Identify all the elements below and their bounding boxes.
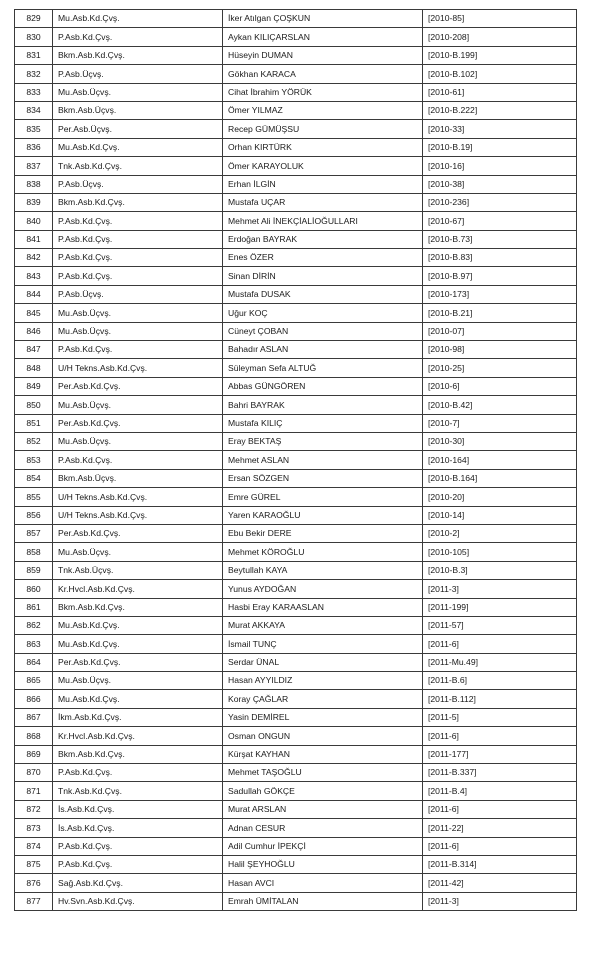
table-row [15,138,577,156]
rank-cell: U/H Tekns.Asb.Kd.Çvş. [53,359,223,377]
person-name-cell: Hasan AYYILDIZ [223,672,423,690]
row-number-cell: 866 [15,690,53,708]
table-row [15,506,577,524]
person-name-cell: Osman ONGUN [223,727,423,745]
record-code-cell: [2011-57] [423,616,577,634]
person-name-cell: Hasan AVCI [223,874,423,892]
row-number-cell: 832 [15,65,53,83]
table-row [15,616,577,634]
record-code-cell: [2010-B.199] [423,46,577,64]
person-name-cell: Enes ÖZER [223,249,423,267]
rank-cell: Mu.Asb.Kd.Çvş. [53,616,223,634]
person-name-cell: Ebu Bekir DERE [223,524,423,542]
row-number-cell: 829 [15,10,53,28]
record-code-cell: [2010-16] [423,157,577,175]
rank-cell: Mu.Asb.Kd.Çvş. [53,635,223,653]
table-row [15,819,577,837]
person-name-cell: Gökhan KARACA [223,65,423,83]
record-code-cell: [2010-25] [423,359,577,377]
rank-cell: U/H Tekns.Asb.Kd.Çvş. [53,506,223,524]
person-name-cell: Mustafa KILIÇ [223,414,423,432]
table-row [15,432,577,450]
rank-cell: İs.Asb.Kd.Çvş. [53,819,223,837]
rank-cell: Tnk.Asb.Kd.Çvş. [53,782,223,800]
row-number-cell: 839 [15,193,53,211]
record-code-cell: [2010-30] [423,432,577,450]
person-name-cell: Emrah ÜMİTALAN [223,892,423,910]
record-code-cell: [2011-6] [423,635,577,653]
person-name-cell: Emre GÜREL [223,488,423,506]
table-row [15,837,577,855]
record-code-cell: [2010-B.97] [423,267,577,285]
row-number-cell: 851 [15,414,53,432]
person-name-cell: Ersan SÖZGEN [223,469,423,487]
row-number-cell: 849 [15,377,53,395]
table-row [15,764,577,782]
record-code-cell: [2010-20] [423,488,577,506]
rank-cell: Sağ.Asb.Kd.Çvş. [53,874,223,892]
row-number-cell: 855 [15,488,53,506]
rank-cell: P.Asb.Kd.Çvş. [53,230,223,248]
table-row [15,800,577,818]
row-number-cell: 869 [15,745,53,763]
person-name-cell: Serdar ÜNAL [223,653,423,671]
row-number-cell: 871 [15,782,53,800]
row-number-cell: 859 [15,561,53,579]
table-row [15,690,577,708]
person-name-cell: Ömer YILMAZ [223,101,423,119]
row-number-cell: 846 [15,322,53,340]
rank-cell: P.Asb.Kd.Çvş. [53,212,223,230]
record-code-cell: [2011-3] [423,892,577,910]
row-number-cell: 837 [15,157,53,175]
record-code-cell: [2011-3] [423,580,577,598]
table-row [15,561,577,579]
person-name-cell: Mehmet KÖROĞLU [223,543,423,561]
person-name-cell: Abbas GÜNGÖREN [223,377,423,395]
rank-cell: Kr.Hvcl.Asb.Kd.Çvş. [53,727,223,745]
record-code-cell: [2010-173] [423,285,577,303]
record-code-cell: [2011-B.6] [423,672,577,690]
table-row [15,892,577,910]
record-code-cell: [2010-B.21] [423,304,577,322]
table-row [15,341,577,359]
record-code-cell: [2011-B.4] [423,782,577,800]
rank-cell: Bkm.Asb.Kd.Çvş. [53,193,223,211]
row-number-cell: 845 [15,304,53,322]
row-number-cell: 848 [15,359,53,377]
person-name-cell: Erhan İLGİN [223,175,423,193]
row-number-cell: 867 [15,708,53,726]
person-name-cell: Bahadır ASLAN [223,341,423,359]
row-number-cell: 872 [15,800,53,818]
person-name-cell: Yasin DEMİREL [223,708,423,726]
person-name-cell: Mustafa DUSAK [223,285,423,303]
table-row [15,175,577,193]
row-number-cell: 874 [15,837,53,855]
row-number-cell: 831 [15,46,53,64]
rank-cell: Per.Asb.Kd.Çvş. [53,653,223,671]
rank-cell: Mu.Asb.Üçvş. [53,432,223,450]
table-row [15,488,577,506]
record-code-cell: [2010-B.3] [423,561,577,579]
personnel-table [14,9,577,911]
record-code-cell: [2010-2] [423,524,577,542]
rank-cell: P.Asb.Kd.Çvş. [53,28,223,46]
rank-cell: Mu.Asb.Kd.Çvş. [53,138,223,156]
record-code-cell: [2011-B.112] [423,690,577,708]
rank-cell: P.Asb.Kd.Çvş. [53,764,223,782]
table-row [15,83,577,101]
record-code-cell: [2011-6] [423,727,577,745]
row-number-cell: 856 [15,506,53,524]
rank-cell: Bkm.Asb.Kd.Çvş. [53,598,223,616]
person-name-cell: Sadullah GÖKÇE [223,782,423,800]
row-number-cell: 861 [15,598,53,616]
table-row [15,727,577,745]
person-name-cell: İker Atılgan ÇOŞKUN [223,10,423,28]
record-code-cell: [2011-B.314] [423,855,577,873]
record-code-cell: [2010-164] [423,451,577,469]
table-row [15,653,577,671]
person-name-cell: Mehmet Ali İNEKÇİALİOĞULLARI [223,212,423,230]
record-code-cell: [2010-07] [423,322,577,340]
person-name-cell: İsmail TUNÇ [223,635,423,653]
record-code-cell: [2010-38] [423,175,577,193]
table-row [15,451,577,469]
rank-cell: Per.Asb.Üçvş. [53,120,223,138]
rank-cell: Per.Asb.Kd.Çvş. [53,377,223,395]
person-name-cell: Hüseyin DUMAN [223,46,423,64]
table-row [15,193,577,211]
row-number-cell: 868 [15,727,53,745]
row-number-cell: 858 [15,543,53,561]
rank-cell: P.Asb.Üçvş. [53,175,223,193]
rank-cell: Mu.Asb.Üçvş. [53,543,223,561]
table-row [15,414,577,432]
rank-cell: Mu.Asb.Kd.Çvş. [53,10,223,28]
record-code-cell: [2010-105] [423,543,577,561]
person-name-cell: Bahri BAYRAK [223,396,423,414]
row-number-cell: 850 [15,396,53,414]
record-code-cell: [2010-67] [423,212,577,230]
rank-cell: P.Asb.Kd.Çvş. [53,837,223,855]
table-row [15,635,577,653]
row-number-cell: 863 [15,635,53,653]
person-name-cell: Adil Cumhur İPEKÇİ [223,837,423,855]
table-row [15,377,577,395]
person-name-cell: Yaren KARAOĞLU [223,506,423,524]
record-code-cell: [2011-22] [423,819,577,837]
record-code-cell: [2010-98] [423,341,577,359]
rank-cell: P.Asb.Kd.Çvş. [53,267,223,285]
rank-cell: Kr.Hvcl.Asb.Kd.Çvş. [53,580,223,598]
record-code-cell: [2011-5] [423,708,577,726]
row-number-cell: 877 [15,892,53,910]
rank-cell: Tnk.Asb.Kd.Çvş. [53,157,223,175]
rank-cell: İkm.Asb.Kd.Çvş. [53,708,223,726]
rank-cell: Mu.Asb.Üçvş. [53,396,223,414]
row-number-cell: 836 [15,138,53,156]
person-name-cell: Hasbi Eray KARAASLAN [223,598,423,616]
record-code-cell: [2010-B.102] [423,65,577,83]
table-row [15,396,577,414]
rank-cell: Mu.Asb.Kd.Çvş. [53,690,223,708]
rank-cell: İs.Asb.Kd.Çvş. [53,800,223,818]
row-number-cell: 864 [15,653,53,671]
rank-cell: P.Asb.Kd.Çvş. [53,341,223,359]
row-number-cell: 852 [15,432,53,450]
person-name-cell: Murat ARSLAN [223,800,423,818]
person-name-cell: Mustafa UÇAR [223,193,423,211]
record-code-cell: [2010-B.19] [423,138,577,156]
row-number-cell: 842 [15,249,53,267]
rank-cell: U/H Tekns.Asb.Kd.Çvş. [53,488,223,506]
table-row [15,745,577,763]
person-name-cell: Süleyman Sefa ALTUĞ [223,359,423,377]
rank-cell: Per.Asb.Kd.Çvş. [53,414,223,432]
table-row [15,524,577,542]
person-name-cell: Yunus AYDOĞAN [223,580,423,598]
person-name-cell: Cüneyt ÇOBAN [223,322,423,340]
record-code-cell: [2010-14] [423,506,577,524]
table-row [15,855,577,873]
person-name-cell: Beytullah KAYA [223,561,423,579]
personnel-table-body [15,10,577,911]
record-code-cell: [2010-B.222] [423,101,577,119]
row-number-cell: 834 [15,101,53,119]
rank-cell: P.Asb.Üçvş. [53,285,223,303]
record-code-cell: [2010-B.73] [423,230,577,248]
table-row [15,708,577,726]
row-number-cell: 844 [15,285,53,303]
person-name-cell: Mehmet ASLAN [223,451,423,469]
person-name-cell: Cihat İbrahim YÖRÜK [223,83,423,101]
table-row [15,782,577,800]
table-row [15,10,577,28]
row-number-cell: 870 [15,764,53,782]
row-number-cell: 860 [15,580,53,598]
row-number-cell: 833 [15,83,53,101]
record-code-cell: [2010-208] [423,28,577,46]
row-number-cell: 862 [15,616,53,634]
row-number-cell: 873 [15,819,53,837]
record-code-cell: [2010-6] [423,377,577,395]
row-number-cell: 830 [15,28,53,46]
person-name-cell: Adnan CESUR [223,819,423,837]
row-number-cell: 865 [15,672,53,690]
record-code-cell: [2011-6] [423,837,577,855]
rank-cell: P.Asb.Kd.Çvş. [53,451,223,469]
person-name-cell: Mehmet TAŞOĞLU [223,764,423,782]
record-code-cell: [2011-177] [423,745,577,763]
person-name-cell: Koray ÇAĞLAR [223,690,423,708]
table-row [15,157,577,175]
rank-cell: Mu.Asb.Üçvş. [53,322,223,340]
rank-cell: Bkm.Asb.Üçvş. [53,469,223,487]
table-row [15,469,577,487]
record-code-cell: [2010-61] [423,83,577,101]
record-code-cell: [2010-33] [423,120,577,138]
rank-cell: P.Asb.Kd.Çvş. [53,855,223,873]
table-row [15,212,577,230]
table-row [15,322,577,340]
record-code-cell: [2011-6] [423,800,577,818]
rank-cell: Bkm.Asb.Kd.Çvş. [53,745,223,763]
record-code-cell: [2010-85] [423,10,577,28]
row-number-cell: 853 [15,451,53,469]
person-name-cell: Orhan KIRTÜRK [223,138,423,156]
person-name-cell: Recep GÜMÜŞSU [223,120,423,138]
record-code-cell: [2010-7] [423,414,577,432]
table-row [15,249,577,267]
person-name-cell: Eray BEKTAŞ [223,432,423,450]
person-name-cell: Aykan KILIÇARSLAN [223,28,423,46]
rank-cell: Bkm.Asb.Kd.Çvş. [53,46,223,64]
table-row [15,580,577,598]
rank-cell: Hv.Svn.Asb.Kd.Çvş. [53,892,223,910]
rank-cell: P.Asb.Üçvş. [53,65,223,83]
person-name-cell: Murat AKKAYA [223,616,423,634]
record-code-cell: [2011-B.337] [423,764,577,782]
record-code-cell: [2010-B.164] [423,469,577,487]
rank-cell: Per.Asb.Kd.Çvş. [53,524,223,542]
row-number-cell: 843 [15,267,53,285]
rank-cell: Mu.Asb.Üçvş. [53,83,223,101]
table-row [15,230,577,248]
rank-cell: Mu.Asb.Üçvş. [53,304,223,322]
table-row [15,359,577,377]
row-number-cell: 840 [15,212,53,230]
table-row [15,28,577,46]
record-code-cell: [2010-B.83] [423,249,577,267]
table-row [15,598,577,616]
table-row [15,120,577,138]
record-code-cell: [2011-42] [423,874,577,892]
rank-cell: P.Asb.Kd.Çvş. [53,249,223,267]
row-number-cell: 854 [15,469,53,487]
table-row [15,285,577,303]
row-number-cell: 875 [15,855,53,873]
table-row [15,543,577,561]
record-code-cell: [2010-236] [423,193,577,211]
row-number-cell: 841 [15,230,53,248]
row-number-cell: 876 [15,874,53,892]
row-number-cell: 835 [15,120,53,138]
person-name-cell: Halil ŞEYHOĞLU [223,855,423,873]
person-name-cell: Kürşat KAYHAN [223,745,423,763]
person-name-cell: Erdoğan BAYRAK [223,230,423,248]
record-code-cell: [2011-Mu.49] [423,653,577,671]
table-row [15,267,577,285]
table-row [15,874,577,892]
row-number-cell: 857 [15,524,53,542]
person-name-cell: Uğur KOÇ [223,304,423,322]
person-name-cell: Ömer KARAYOLUK [223,157,423,175]
row-number-cell: 847 [15,341,53,359]
record-code-cell: [2011-199] [423,598,577,616]
table-row [15,304,577,322]
row-number-cell: 838 [15,175,53,193]
rank-cell: Mu.Asb.Üçvş. [53,672,223,690]
table-row [15,65,577,83]
person-name-cell: Sinan DİRİN [223,267,423,285]
table-row [15,101,577,119]
record-code-cell: [2010-B.42] [423,396,577,414]
rank-cell: Tnk.Asb.Üçvş. [53,561,223,579]
table-row [15,46,577,64]
table-row [15,672,577,690]
rank-cell: Bkm.Asb.Üçvş. [53,101,223,119]
